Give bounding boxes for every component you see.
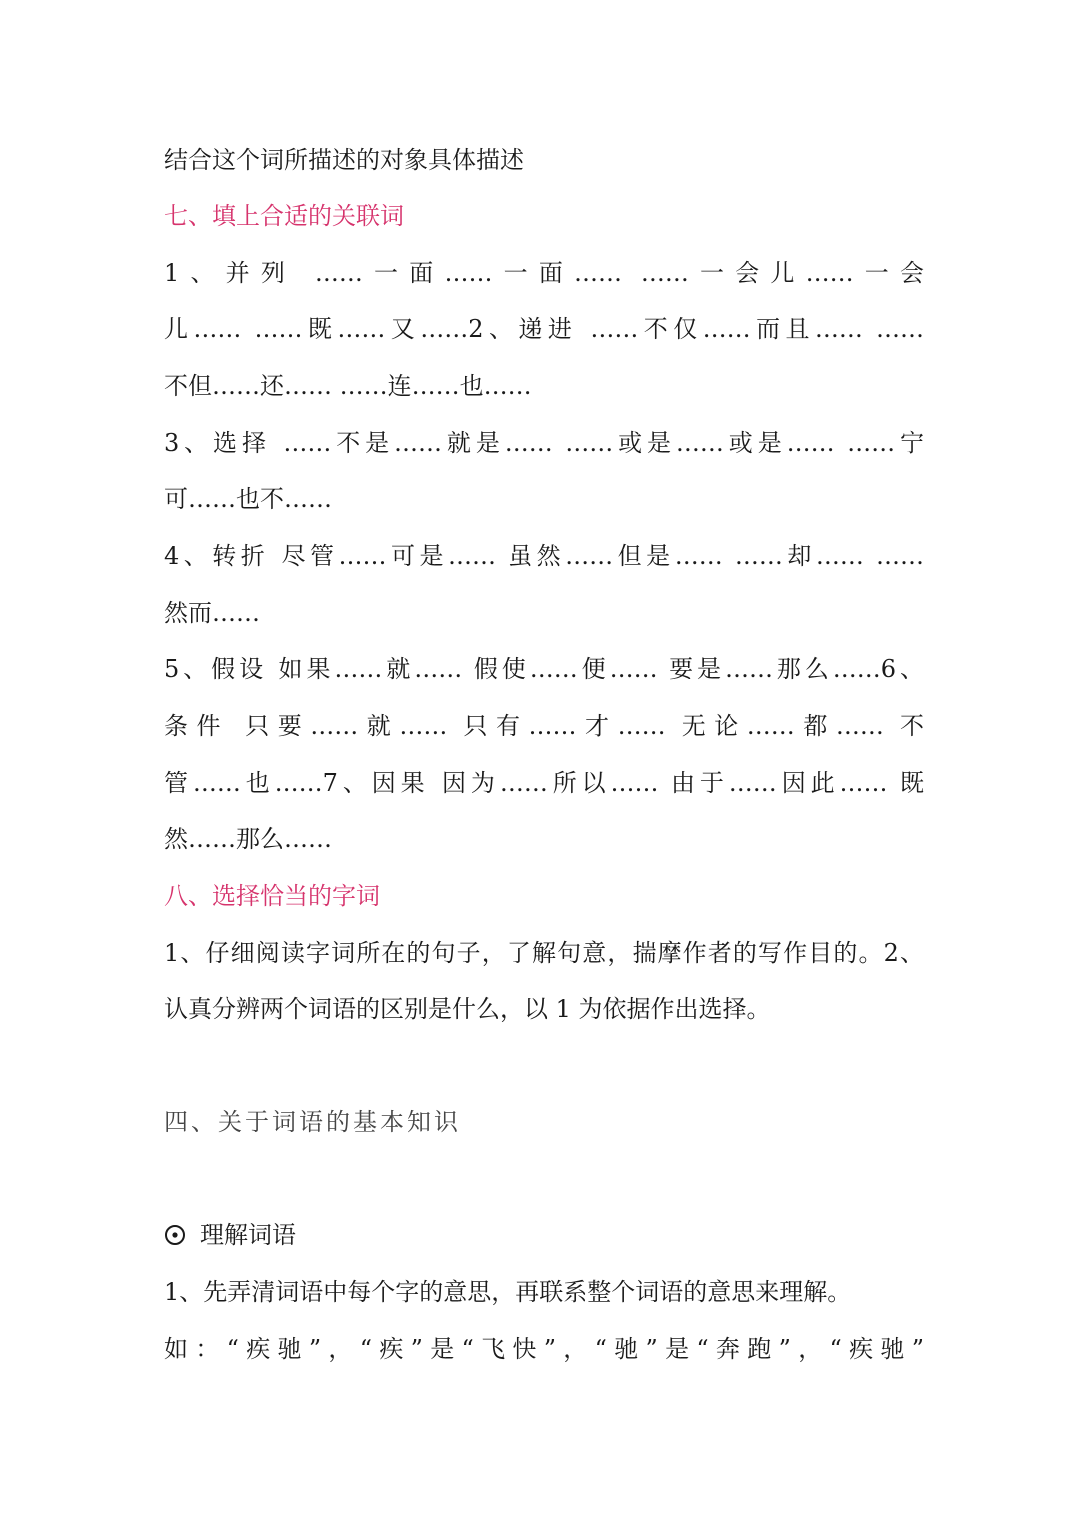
section-7-line: 然……那么……: [164, 825, 332, 853]
section-7-line: 管……也……7、因果 因为……所以…… 由于……因此…… 既: [164, 769, 924, 797]
section-7-line: 儿…… ……既……又……2、递进 ……不仅……而且…… ……: [164, 315, 924, 343]
section-8-line: 1、仔细阅读字词所在的句子，了解句意，揣摩作者的写作目的。2、: [164, 939, 924, 967]
circle-dot-icon: [164, 1224, 186, 1246]
section-7-line: 3、选择 ……不是……就是…… ……或是……或是…… ……宁: [164, 429, 924, 457]
section-7-line: 1、并列 ……一面……一面…… ……一会儿……一会: [164, 259, 924, 287]
section-4-subheading-row: [164, 1219, 924, 1251]
section-7-line: 5、假设 如果……就…… 假使……便…… 要是……那么……6、: [164, 655, 924, 683]
section-7-line: 条件 只要……就…… 只有……才…… 无论……都…… 不: [164, 712, 924, 740]
section-4-subheading: 理解词语: [200, 1221, 296, 1249]
section-4-line: 如：“疾驰”，“疾”是“飞快”，“驰”是“奔跑”，“疾驰”: [164, 1335, 924, 1363]
section-4-heading: 四、关于词语的基本知识: [164, 1108, 461, 1136]
section-7-line: 不但……还…… ……连……也……: [164, 372, 532, 400]
section-7-line: 可……也不……: [164, 485, 332, 513]
section-7-line: 然而……: [164, 599, 260, 627]
section-7-heading: 七、填上合适的关联词: [164, 202, 404, 230]
section-7-line: 4、转折 尽管……可是…… 虽然……但是…… ……却…… ……: [164, 542, 924, 570]
section-8-heading: 八、选择恰当的字词: [164, 882, 380, 910]
intro-line: 结合这个词所描述的对象具体描述: [164, 146, 524, 174]
section-8-line: 认真分辨两个词语的区别是什么，以 1 为依据作出选择。: [164, 995, 771, 1023]
section-4-line: 1、先弄清词语中每个字的意思，再联系整个词语的意思来理解。: [164, 1278, 852, 1306]
